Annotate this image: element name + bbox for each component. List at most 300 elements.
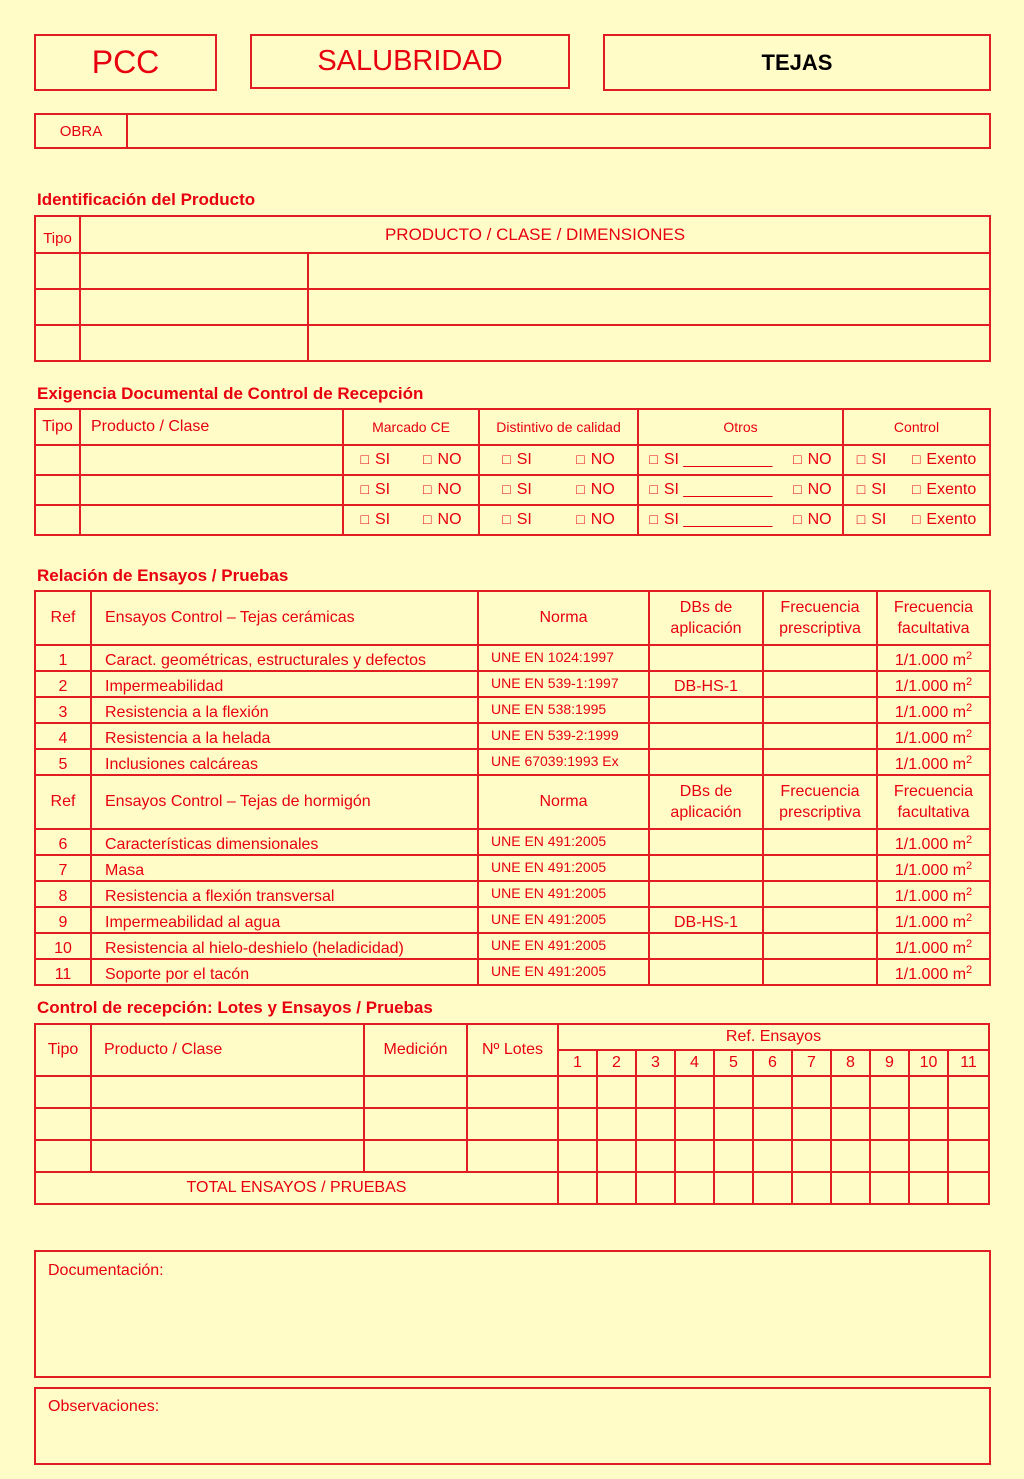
lotes-cell[interactable] <box>870 1108 909 1140</box>
ensayo-norma: UNE EN 491:2005 <box>478 881 649 907</box>
ensayo-ref: 1 <box>35 645 91 671</box>
header-line: facultativa <box>897 620 970 637</box>
ensayo-db: DB-HS-1 <box>649 907 763 933</box>
lotes-h-num: 8 <box>831 1050 870 1076</box>
exig-h-distintivo: Distintivo de calidad <box>479 409 638 445</box>
lotes-cell[interactable] <box>792 1108 831 1140</box>
lotes-cell[interactable] <box>831 1076 870 1108</box>
ensayo-freq-prescriptiva[interactable] <box>763 829 877 855</box>
exig-distintivo-si-option[interactable] <box>502 451 532 469</box>
ensayo-norma: UNE 67039:1993 Ex <box>478 749 649 775</box>
exig-marcado-si-option[interactable] <box>360 511 390 529</box>
freq-unit-sup: 2 <box>966 834 973 846</box>
option-label: SI <box>516 511 532 528</box>
checkbox-icon: □ <box>793 481 802 497</box>
lotes-cell[interactable] <box>714 1076 753 1108</box>
exig-marcado-si-option[interactable] <box>360 481 390 499</box>
option-label: NO <box>590 511 615 528</box>
checkbox-icon: □ <box>649 511 658 527</box>
ensayo-freq-prescriptiva[interactable] <box>763 671 877 697</box>
ensayo-freq-prescriptiva[interactable] <box>763 723 877 749</box>
freq-value: 1/1.000 m <box>894 940 967 957</box>
observaciones-label: Observaciones: <box>48 1398 160 1415</box>
freq-unit-sup: 2 <box>966 886 973 898</box>
freq-value: 1/1.000 m <box>894 888 967 905</box>
ensayos-h-fp <box>763 775 877 829</box>
ensayo-name: Inclusiones calcáreas <box>91 749 478 775</box>
ensayos-h-ff <box>877 775 990 829</box>
checkbox-icon: □ <box>423 481 432 497</box>
lotes-cell[interactable] <box>831 1140 870 1172</box>
lotes-cell[interactable] <box>467 1076 558 1108</box>
lotes-cell[interactable] <box>558 1076 597 1108</box>
freq-value: 1/1.000 m <box>894 652 967 669</box>
lotes-h-num: 3 <box>636 1050 675 1076</box>
option-label: NO <box>437 481 462 498</box>
ensayos-title: Relación de Ensayos / Pruebas <box>37 566 289 585</box>
ident-cell[interactable] <box>35 289 80 325</box>
exig-h-marcado: Marcado CE <box>343 409 479 445</box>
lotes-total-cell[interactable] <box>870 1172 909 1204</box>
ensayo-freq-prescriptiva[interactable] <box>763 749 877 775</box>
option-label: SI <box>374 511 391 528</box>
exig-producto-cell[interactable] <box>80 445 343 475</box>
ensayo-ref: 4 <box>35 723 91 749</box>
option-label: NO <box>807 481 832 498</box>
ensayo-freq-prescriptiva[interactable] <box>763 697 877 723</box>
exigencia-title: Exigencia Documental de Control de Recepción <box>37 384 424 403</box>
ensayo-name: Masa <box>91 855 478 881</box>
checkbox-icon: □ <box>856 481 866 497</box>
exig-marcado-cell <box>343 445 479 475</box>
checkbox-icon: □ <box>360 481 369 497</box>
ident-cell[interactable] <box>308 325 990 361</box>
obra-field[interactable] <box>127 114 990 148</box>
ensayo-freq-facultativa <box>877 723 990 749</box>
exig-marcado-cell <box>343 475 479 505</box>
exig-distintivo-cell <box>479 475 638 505</box>
exig-otros-cell <box>638 505 843 535</box>
ensayo-ref: 11 <box>35 959 91 985</box>
option-label: SI __________ <box>663 451 773 468</box>
observaciones-box[interactable] <box>34 1387 991 1465</box>
ensayo-name: Resistencia a la helada <box>91 723 478 749</box>
lotes-h-num: 6 <box>753 1050 792 1076</box>
exig-distintivo-cell <box>479 505 638 535</box>
ensayo-norma: UNE EN 491:2005 <box>478 907 649 933</box>
ensayo-ref: 9 <box>35 907 91 933</box>
ident-tipo-header: Tipo <box>35 216 80 253</box>
obra-table <box>34 113 991 149</box>
ensayos-h-ff <box>877 591 990 645</box>
header-line: facultativa <box>897 804 970 821</box>
ensayo-freq-facultativa <box>877 829 990 855</box>
ensayo-freq-facultativa <box>877 855 990 881</box>
lotes-cell[interactable] <box>870 1140 909 1172</box>
exig-otros-no-option[interactable] <box>793 511 831 529</box>
ensayo-name: Resistencia al hielo-deshielo (heladicidad) <box>91 933 478 959</box>
ensayo-name: Impermeabilidad al agua <box>91 907 478 933</box>
ensayo-db <box>649 749 763 775</box>
ident-producto-header: PRODUCTO / CLASE / DIMENSIONES <box>80 216 990 253</box>
option-label: NO <box>590 451 615 468</box>
exig-tipo-cell[interactable] <box>35 445 80 475</box>
ensayo-db: DB-HS-1 <box>649 671 763 697</box>
exig-control-si-option[interactable] <box>857 481 887 499</box>
lotes-h-num: 2 <box>597 1050 636 1076</box>
exig-h-producto: Producto / Clase <box>80 409 343 445</box>
lotes-cell[interactable] <box>753 1108 792 1140</box>
lotes-h-ref-ensayos: Ref. Ensayos <box>558 1024 989 1050</box>
checkbox-icon: □ <box>911 481 921 497</box>
lotes-cell[interactable] <box>364 1076 467 1108</box>
lotes-total-cell[interactable] <box>714 1172 753 1204</box>
checkbox-icon: □ <box>793 451 802 467</box>
lotes-cell[interactable] <box>753 1140 792 1172</box>
option-label: SI <box>871 451 887 468</box>
lotes-cell[interactable] <box>558 1108 597 1140</box>
freq-unit-sup: 2 <box>966 650 973 662</box>
freq-value: 1/1.000 m <box>894 730 967 747</box>
ensayos-h-ref: Ref <box>35 775 91 829</box>
lotes-total-cell[interactable] <box>792 1172 831 1204</box>
ident-cell[interactable] <box>35 253 80 289</box>
ident-cell[interactable] <box>80 253 308 289</box>
exig-marcado-si-option[interactable] <box>360 451 390 469</box>
exig-distintivo-si-option[interactable] <box>502 511 532 529</box>
ensayo-name: Caract. geométricas, estructurales y defectos <box>91 645 478 671</box>
exig-marcado-no-option[interactable] <box>423 451 461 469</box>
option-label: NO <box>437 511 462 528</box>
checkbox-icon: □ <box>576 511 585 527</box>
lotes-total-cell[interactable] <box>831 1172 870 1204</box>
lotes-cell[interactable] <box>597 1108 636 1140</box>
header-line: prescriptiva <box>779 620 861 637</box>
salubridad-box <box>250 34 570 89</box>
option-label: Exento <box>926 481 977 498</box>
lotes-h-num: 10 <box>909 1050 948 1076</box>
tejas-box <box>603 34 991 91</box>
lotes-h-num: 4 <box>675 1050 714 1076</box>
freq-unit-sup: 2 <box>966 938 973 950</box>
exig-h-otros: Otros <box>638 409 843 445</box>
ident-cell[interactable] <box>308 289 990 325</box>
checkbox-icon: □ <box>423 451 432 467</box>
ensayo-ref: 3 <box>35 697 91 723</box>
ensayo-name: Impermeabilidad <box>91 671 478 697</box>
checkbox-icon: □ <box>502 511 511 527</box>
checkbox-icon: □ <box>856 451 866 467</box>
lotes-cell[interactable] <box>753 1076 792 1108</box>
salubridad-title: SALUBRIDAD <box>317 45 503 77</box>
lotes-cell[interactable] <box>948 1076 989 1108</box>
header-line: Frecuencia <box>780 599 860 616</box>
identificacion-title: Identificación del Producto <box>37 190 256 209</box>
ensayos-h-dbs <box>649 591 763 645</box>
exig-distintivo-cell <box>479 445 638 475</box>
checkbox-icon: □ <box>576 451 585 467</box>
freq-value: 1/1.000 m <box>894 836 967 853</box>
exig-otros-otros_si-option[interactable] <box>649 451 772 469</box>
ensayo-freq-prescriptiva[interactable] <box>763 933 877 959</box>
lotes-cell[interactable] <box>636 1140 675 1172</box>
ensayo-freq-facultativa <box>877 645 990 671</box>
option-label: SI <box>516 451 532 468</box>
freq-value: 1/1.000 m <box>894 678 967 695</box>
ensayo-freq-facultativa <box>877 933 990 959</box>
lotes-h-medicion: Medición <box>364 1024 467 1076</box>
checkbox-icon: □ <box>360 511 369 527</box>
exig-otros-no-option[interactable] <box>793 481 831 499</box>
ensayo-ref: 7 <box>35 855 91 881</box>
lotes-cell[interactable] <box>792 1140 831 1172</box>
ensayo-norma: UNE EN 491:2005 <box>478 933 649 959</box>
lotes-cell[interactable] <box>467 1108 558 1140</box>
option-label: NO <box>807 451 832 468</box>
lotes-h-num: 1 <box>558 1050 597 1076</box>
lotes-h-num: 7 <box>792 1050 831 1076</box>
pcc-title: PCC <box>91 44 160 80</box>
exig-marcado-no-option[interactable] <box>423 481 461 499</box>
header-line: Frecuencia <box>893 783 974 800</box>
ident-cell[interactable] <box>308 253 990 289</box>
ensayo-db <box>649 697 763 723</box>
ensayos-h-name: Ensayos Control – Tejas de hormigón <box>91 775 478 829</box>
option-label: SI <box>871 511 887 528</box>
lotes-cell[interactable] <box>675 1076 714 1108</box>
checkbox-icon: □ <box>360 451 369 467</box>
lotes-cell[interactable] <box>91 1108 364 1140</box>
lotes-total-cell[interactable] <box>948 1172 989 1204</box>
exig-control-exento-option[interactable] <box>912 481 976 499</box>
exig-otros-cell <box>638 475 843 505</box>
header-line: DBs de <box>679 599 733 616</box>
lotes-h-num: 11 <box>948 1050 989 1076</box>
lotes-cell[interactable] <box>35 1140 91 1172</box>
exig-tipo-cell[interactable] <box>35 475 80 505</box>
documentacion-box[interactable] <box>34 1250 991 1378</box>
lotes-cell[interactable] <box>675 1140 714 1172</box>
ident-cell[interactable] <box>80 289 308 325</box>
lotes-total-label: TOTAL ENSAYOS / PRUEBAS <box>35 1172 558 1204</box>
freq-value: 1/1.000 m <box>894 756 967 773</box>
option-label: NO <box>590 481 615 498</box>
lotes-cell[interactable] <box>909 1076 948 1108</box>
documentacion-label: Documentación: <box>48 1262 164 1279</box>
freq-value: 1/1.000 m <box>894 914 967 931</box>
lotes-cell[interactable] <box>636 1076 675 1108</box>
exig-otros-otros_si-option[interactable] <box>649 481 772 499</box>
ensayo-norma: UNE EN 538:1995 <box>478 697 649 723</box>
ensayo-freq-prescriptiva[interactable] <box>763 855 877 881</box>
lotes-cell[interactable] <box>636 1108 675 1140</box>
option-label: Exento <box>926 451 977 468</box>
lotes-cell[interactable] <box>35 1076 91 1108</box>
exig-control-exento-option[interactable] <box>912 451 976 469</box>
lotes-total-cell[interactable] <box>753 1172 792 1204</box>
lotes-cell[interactable] <box>714 1140 753 1172</box>
lotes-h-nlotes: Nº Lotes <box>467 1024 558 1076</box>
option-label: SI __________ <box>663 481 773 498</box>
lotes-cell[interactable] <box>792 1076 831 1108</box>
exig-distintivo-si-option[interactable] <box>502 481 532 499</box>
ident-cell[interactable] <box>80 325 308 361</box>
freq-unit-sup: 2 <box>966 964 973 976</box>
lotes-cell[interactable] <box>35 1108 91 1140</box>
ensayo-ref: 6 <box>35 829 91 855</box>
lotes-cell[interactable] <box>91 1140 364 1172</box>
exig-marcado-no-option[interactable] <box>423 511 461 529</box>
exig-control-cell <box>843 505 990 535</box>
ensayo-norma: UNE EN 491:2005 <box>478 829 649 855</box>
ensayo-freq-facultativa <box>877 881 990 907</box>
checkbox-icon: □ <box>502 481 511 497</box>
header-line: aplicación <box>670 620 742 637</box>
lotes-total-cell[interactable] <box>597 1172 636 1204</box>
ensayo-db <box>649 723 763 749</box>
ensayos-h-dbs <box>649 775 763 829</box>
lotes-table <box>34 1023 990 1205</box>
ensayo-norma: UNE EN 491:2005 <box>478 855 649 881</box>
lotes-cell[interactable] <box>909 1140 948 1172</box>
lotes-cell[interactable] <box>831 1108 870 1140</box>
freq-unit-sup: 2 <box>966 728 973 740</box>
ensayo-db <box>649 881 763 907</box>
exigencia-table <box>34 408 991 536</box>
lotes-cell[interactable] <box>948 1140 989 1172</box>
exig-control-si-option[interactable] <box>857 451 887 469</box>
exig-h-control: Control <box>843 409 990 445</box>
exig-marcado-cell <box>343 505 479 535</box>
ensayo-freq-facultativa <box>877 907 990 933</box>
checkbox-icon: □ <box>649 451 658 467</box>
lotes-cell[interactable] <box>597 1140 636 1172</box>
ensayo-freq-facultativa <box>877 697 990 723</box>
exig-otros-cell <box>638 445 843 475</box>
ensayo-ref: 2 <box>35 671 91 697</box>
option-label: Exento <box>926 511 977 528</box>
ensayo-freq-facultativa <box>877 959 990 985</box>
exig-control-cell <box>843 475 990 505</box>
ensayo-db <box>649 645 763 671</box>
lotes-cell[interactable] <box>909 1108 948 1140</box>
ensayo-freq-prescriptiva[interactable] <box>763 645 877 671</box>
option-label: SI <box>374 451 391 468</box>
lotes-h-tipo: Tipo <box>35 1024 91 1076</box>
ensayo-name: Características dimensionales <box>91 829 478 855</box>
lotes-cell[interactable] <box>675 1108 714 1140</box>
checkbox-icon: □ <box>856 511 866 527</box>
option-label: SI <box>516 481 532 498</box>
ensayo-freq-prescriptiva[interactable] <box>763 881 877 907</box>
lotes-total-cell[interactable] <box>636 1172 675 1204</box>
ensayos-table <box>34 590 991 986</box>
exig-distintivo-no-option[interactable] <box>576 511 614 529</box>
ensayo-name: Resistencia a la flexión <box>91 697 478 723</box>
exig-control-si-option[interactable] <box>857 511 887 529</box>
lotes-title: Control de recepción: Lotes y Ensayos / Pruebas <box>37 998 433 1017</box>
exig-otros-no-option[interactable] <box>793 451 831 469</box>
checkbox-icon: □ <box>502 451 511 467</box>
ensayos-h-fp <box>763 591 877 645</box>
ensayo-norma: UNE EN 491:2005 <box>478 959 649 985</box>
lotes-cell[interactable] <box>870 1076 909 1108</box>
ensayo-ref: 8 <box>35 881 91 907</box>
exig-distintivo-no-option[interactable] <box>576 481 614 499</box>
exig-producto-cell[interactable] <box>80 505 343 535</box>
ensayo-name: Resistencia a flexión transversal <box>91 881 478 907</box>
exig-control-exento-option[interactable] <box>912 511 976 529</box>
ensayo-freq-prescriptiva[interactable] <box>763 959 877 985</box>
checkbox-icon: □ <box>423 511 432 527</box>
ensayo-db <box>649 855 763 881</box>
ensayos-h-norma: Norma <box>478 775 649 829</box>
option-label: SI <box>374 481 391 498</box>
checkbox-icon: □ <box>911 451 921 467</box>
ensayos-h-name: Ensayos Control – Tejas cerámicas <box>91 591 478 645</box>
ensayos-h-ref: Ref <box>35 591 91 645</box>
tejas-title: TEJAS <box>761 49 833 75</box>
lotes-cell[interactable] <box>948 1108 989 1140</box>
option-label: NO <box>807 511 832 528</box>
freq-value: 1/1.000 m <box>894 862 967 879</box>
identificacion-table <box>34 215 991 362</box>
ensayo-db <box>649 829 763 855</box>
lotes-total-cell[interactable] <box>909 1172 948 1204</box>
ensayo-freq-prescriptiva[interactable] <box>763 907 877 933</box>
lotes-h-num: 9 <box>870 1050 909 1076</box>
exig-otros-otros_si-option[interactable] <box>649 511 772 529</box>
ensayo-ref: 5 <box>35 749 91 775</box>
exig-h-tipo: Tipo <box>35 409 80 445</box>
ensayo-name: Soporte por el tacón <box>91 959 478 985</box>
header-line: Frecuencia <box>780 783 860 800</box>
freq-unit-sup: 2 <box>966 676 973 688</box>
checkbox-icon: □ <box>911 511 921 527</box>
freq-value: 1/1.000 m <box>894 704 967 721</box>
exig-producto-cell[interactable] <box>80 475 343 505</box>
lotes-h-producto: Producto / Clase <box>91 1024 364 1076</box>
ident-cell[interactable] <box>35 325 80 361</box>
checkbox-icon: □ <box>793 511 802 527</box>
lotes-cell[interactable] <box>91 1076 364 1108</box>
lotes-cell[interactable] <box>364 1108 467 1140</box>
obra-label: OBRA <box>35 114 127 148</box>
header-line: prescriptiva <box>779 804 861 821</box>
lotes-cell[interactable] <box>364 1140 467 1172</box>
exig-distintivo-no-option[interactable] <box>576 451 614 469</box>
lotes-total-cell[interactable] <box>558 1172 597 1204</box>
ensayo-norma: UNE EN 539-2:1999 <box>478 723 649 749</box>
freq-unit-sup: 2 <box>966 912 973 924</box>
lotes-cell[interactable] <box>714 1108 753 1140</box>
lotes-cell[interactable] <box>597 1076 636 1108</box>
freq-unit-sup: 2 <box>966 702 973 714</box>
ensayo-ref: 10 <box>35 933 91 959</box>
option-label: SI __________ <box>663 511 773 528</box>
lotes-total-cell[interactable] <box>675 1172 714 1204</box>
lotes-cell[interactable] <box>558 1140 597 1172</box>
freq-value: 1/1.000 m <box>894 966 967 983</box>
ensayo-db <box>649 959 763 985</box>
freq-unit-sup: 2 <box>966 860 973 872</box>
lotes-cell[interactable] <box>467 1140 558 1172</box>
exig-tipo-cell[interactable] <box>35 505 80 535</box>
freq-unit-sup: 2 <box>966 754 973 766</box>
lotes-h-num: 5 <box>714 1050 753 1076</box>
ensayo-norma: UNE EN 539-1:1997 <box>478 671 649 697</box>
checkbox-icon: □ <box>576 481 585 497</box>
